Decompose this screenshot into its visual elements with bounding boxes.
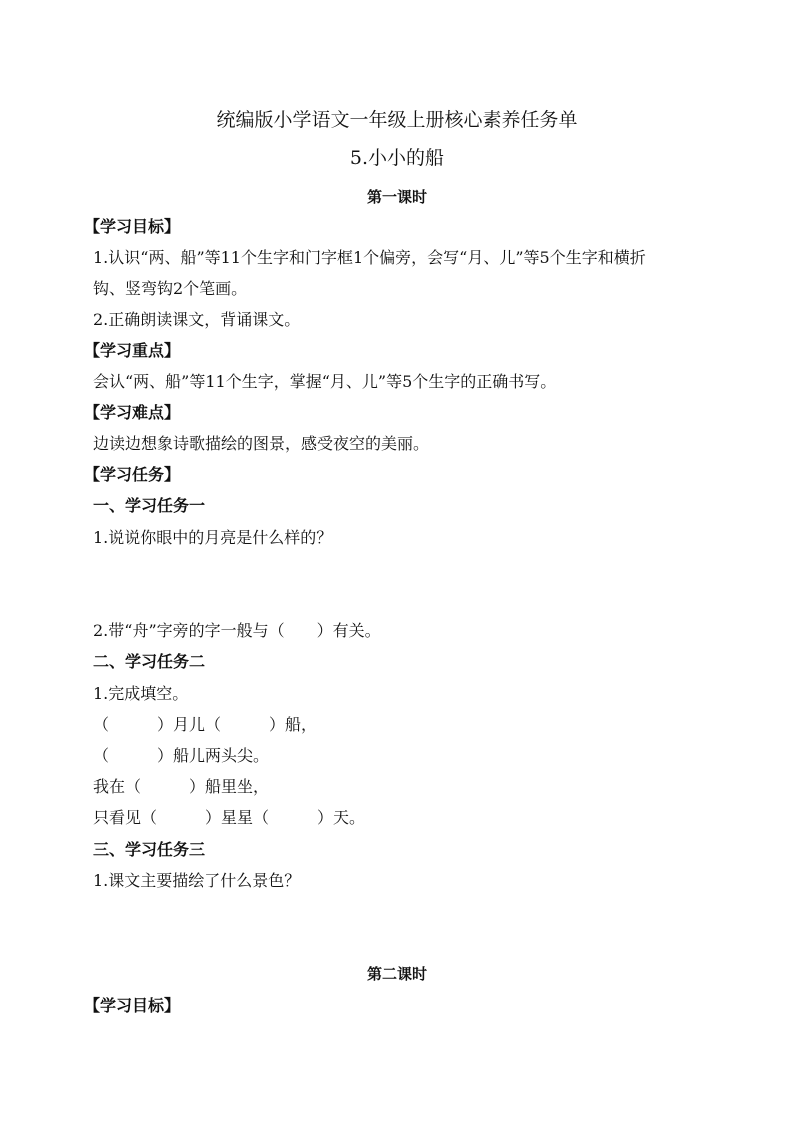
- task1-heading: 一、学习任务一: [93, 496, 206, 515]
- lesson1-heading: 第一课时: [366, 188, 427, 206]
- task3-heading: 三、学习任务三: [93, 840, 206, 859]
- document-title: 统编版小学语文一年级上册核心素养任务单: [216, 109, 578, 131]
- fill-line-1: （ ）月儿（ ）船，: [93, 715, 318, 734]
- fill-line-2: （ ）船儿两头尖。: [93, 746, 270, 765]
- fill-line-4: 只看见（ ）星星（ ）天。: [93, 808, 366, 827]
- objective-line-1: 1.认识“两、船”等11个生字和门字框1个偏旁，会写“月、儿”等5个生字和横折: [93, 248, 646, 267]
- task3-question-1: 1.课文主要描绘了什么景色？: [93, 871, 301, 890]
- task2-heading: 二、学习任务二: [93, 652, 206, 671]
- keypoints-heading: 【学习重点】: [84, 341, 181, 360]
- lesson2-heading: 第二课时: [366, 965, 427, 983]
- keypoints-text: 会认“两、船”等11个生字，掌握“月、儿”等5个生字的正确书写。: [93, 372, 557, 391]
- task1-question-1: 1.说说你眼中的月亮是什么样的？: [93, 528, 333, 547]
- task1-question-2: 2.带“舟”字旁的字一般与（ ）有关。: [93, 621, 381, 640]
- objective-line-2: 钩、竖弯钩2个笔画。: [93, 279, 248, 298]
- task2-question-1: 1.完成填空。: [93, 684, 189, 703]
- lesson-title: 5.小小的船: [349, 147, 445, 169]
- tasks-heading: 【学习任务】: [84, 465, 181, 484]
- difficulties-heading: 【学习难点】: [84, 403, 181, 422]
- fill-line-3: 我在（ ）船里坐，: [93, 777, 270, 796]
- objectives-heading: 【学习目标】: [84, 217, 181, 236]
- lesson2-objectives-heading: 【学习目标】: [84, 996, 181, 1015]
- objective-line-3: 2.正确朗读课文，背诵课文。: [93, 310, 301, 329]
- difficulties-text: 边读边想象诗歌描绘的图景，感受夜空的美丽。: [93, 434, 430, 453]
